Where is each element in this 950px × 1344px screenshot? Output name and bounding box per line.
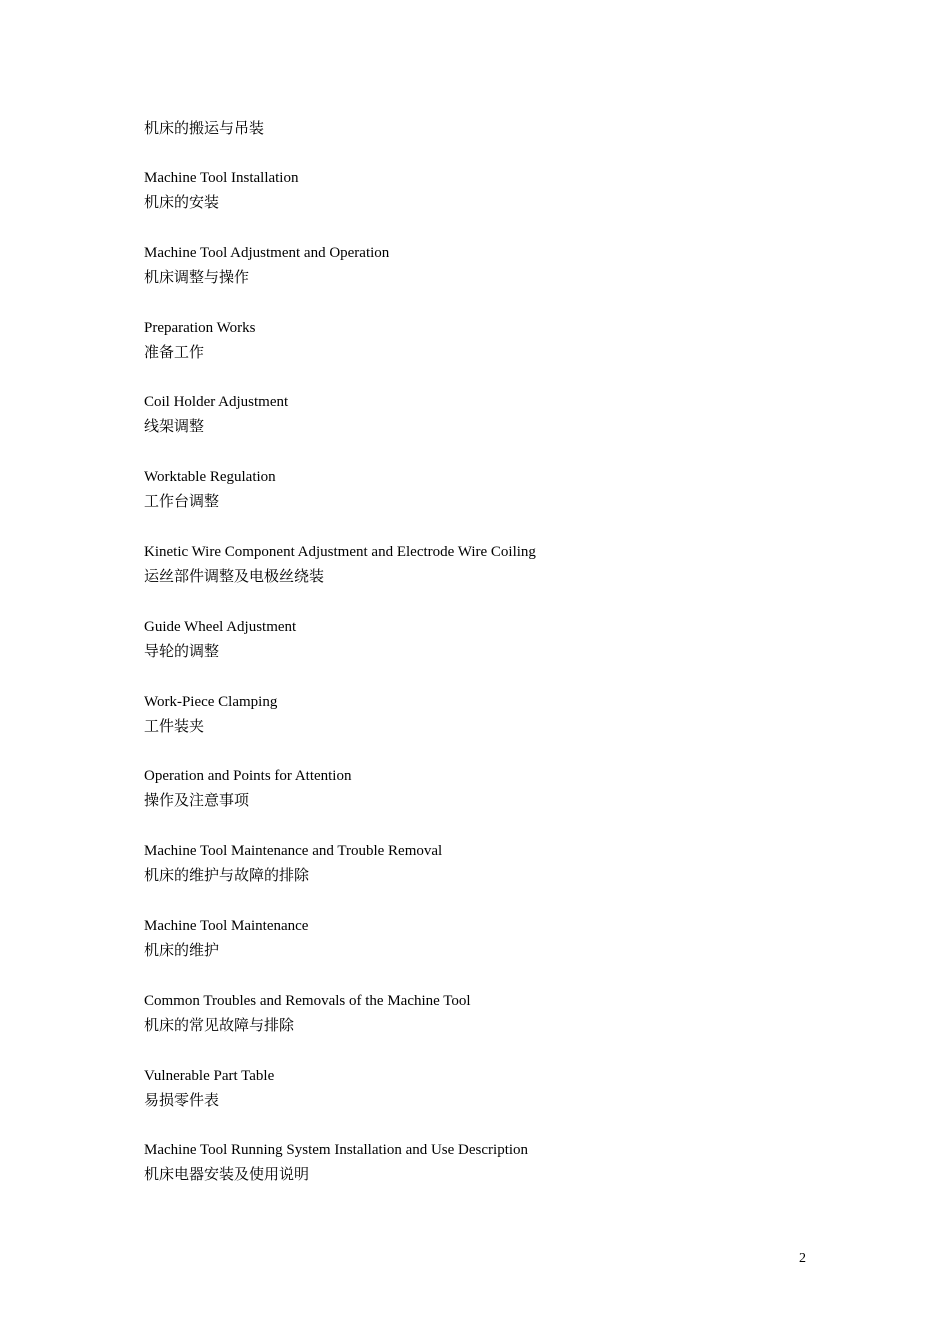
entry-chinese-title: 机床的安装	[144, 193, 220, 211]
list-item	[144, 116, 844, 166]
entry-chinese-title: 易损零件表	[144, 1090, 220, 1109]
page-number: 2	[799, 1251, 806, 1266]
list-item	[144, 764, 844, 839]
entry-english-title: Kinetic Wire Component Adjustment and Electrode Wire Coiling	[144, 543, 536, 560]
entry-chinese-title: 运丝部件调整及电极丝绕装	[144, 566, 325, 585]
entry-chinese-title: 线架调整	[144, 417, 205, 436]
list-item	[144, 914, 844, 989]
contents-list	[144, 116, 844, 1213]
list-item	[144, 465, 844, 540]
entry-english-title: Machine Tool Adjustment and Operation	[144, 244, 390, 261]
list-item	[144, 1064, 844, 1139]
list-item	[144, 241, 844, 316]
list-item	[144, 989, 844, 1064]
list-item	[144, 166, 844, 241]
entry-chinese-title: 机床调整与操作	[144, 267, 250, 286]
entry-chinese-title: 工件装夹	[144, 716, 205, 735]
entry-chinese-title: 导轮的调整	[144, 641, 220, 660]
entry-chinese-title: 机床电器安装及使用说明	[144, 1165, 310, 1184]
entry-english-title: Worktable Regulation	[144, 469, 276, 486]
list-item	[144, 390, 844, 465]
entry-english-title: Preparation Works	[144, 319, 256, 336]
list-item	[144, 1138, 844, 1213]
list-item	[144, 690, 844, 765]
entry-english-title: Work-Piece Clamping	[144, 693, 278, 710]
entry-chinese-title: 工作台调整	[144, 492, 220, 511]
list-item	[144, 839, 844, 914]
entry-chinese-title: 操作及注意事项	[144, 791, 250, 810]
list-item	[144, 540, 844, 615]
entry-english-title: Guide Wheel Adjustment	[144, 618, 297, 635]
entry-english-title: Machine Tool Running System Installation and Use Description	[144, 1142, 529, 1159]
entry-chinese-title: 机床的维护	[144, 940, 220, 959]
entry-chinese-title: 准备工作	[144, 342, 205, 361]
entry-chinese-title: 机床的常见故障与排除	[144, 1015, 295, 1034]
entry-english-title: Coil Holder Adjustment	[144, 394, 289, 411]
entry-chinese-title: 机床的搬运与吊装	[144, 119, 265, 137]
entry-chinese-title: 机床的维护与故障的排除	[144, 866, 310, 885]
entry-english-title: Common Troubles and Removals of the Machine Tool	[144, 992, 471, 1009]
list-item	[144, 615, 844, 690]
entry-english-title: Operation and Points for Attention	[144, 768, 352, 785]
list-item	[144, 316, 844, 391]
entry-english-title: Vulnerable Part Table	[144, 1067, 275, 1084]
entry-english-title: Machine Tool Installation	[144, 170, 299, 186]
entry-english-title: Machine Tool Maintenance	[144, 917, 309, 934]
entry-english-title: Machine Tool Maintenance and Trouble Removal	[144, 843, 443, 860]
